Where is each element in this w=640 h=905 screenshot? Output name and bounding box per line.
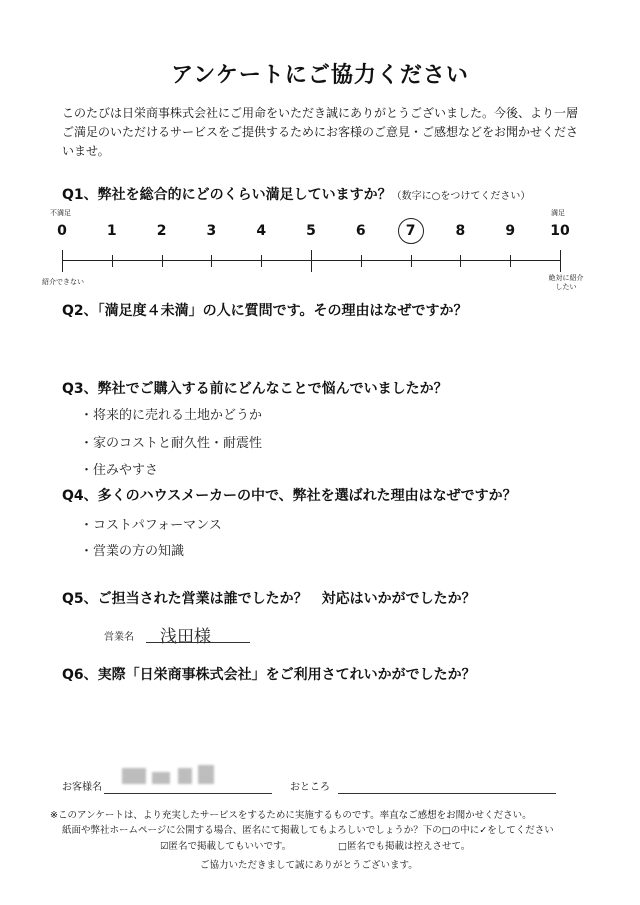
scale-number: 7 <box>405 223 416 239</box>
scale-tick <box>112 255 113 267</box>
redacted-name-block <box>152 772 170 784</box>
scale-right-top-label: 満足 <box>551 209 565 217</box>
question-6-label: Q6、実際「日栄商事株式会社」をご利用さてれいかがでしたか？ <box>62 667 476 683</box>
scale-tick <box>311 250 312 272</box>
customer-name-label: お客様名 <box>62 782 102 793</box>
scale-tick <box>211 255 212 267</box>
question-3-label: Q3、弊社でご購入する前にどんなことで悩んでいましたか？ <box>62 381 448 397</box>
scale-number: 1 <box>106 223 117 239</box>
page-title: アンケートにご協力ください <box>171 63 469 88</box>
customer-name-underline <box>104 793 272 794</box>
scale-right-bottom-label: 絶対に紹介したい <box>548 274 584 291</box>
scale-left-bottom-label: 紹介できない <box>42 278 84 286</box>
scale-left-top-label: 不満足 <box>50 209 71 217</box>
sales-name-underline <box>146 642 250 643</box>
scale-number: 4 <box>256 223 267 239</box>
thanks-message: ご協力いただきまして誠にありがとうございます。 <box>200 860 418 871</box>
question-4-label: Q4、多くのハウスメーカーの中で、弊社を選ばれた理由はなぜですか？ <box>62 488 517 504</box>
scale-number: 9 <box>505 223 516 239</box>
redacted-name-block <box>198 765 214 784</box>
anonymous-option-decline: □匿名でも掲載は控えさせて。 <box>338 841 471 852</box>
redacted-name-block <box>122 768 146 784</box>
scale-number: 2 <box>156 223 167 239</box>
question-1-note: （数字に○をつけてください） <box>391 191 531 202</box>
selected-score-circle <box>398 218 424 244</box>
scale-tick <box>460 255 461 267</box>
scale-number: 10 <box>550 223 570 239</box>
redacted-name-block <box>178 768 192 784</box>
scale-tick <box>261 255 262 267</box>
sales-name-value: 浅田様 <box>160 627 211 647</box>
footer-note: ※このアンケートは、より充実したサービスをするために実施するものです。率直なご感想をお聞かせください。 <box>50 810 532 821</box>
scale-tick <box>162 255 163 267</box>
customer-address-label: おところ <box>290 782 330 793</box>
scale-tick <box>560 250 561 272</box>
question-2-label: Q2、「満足度４未満」の人に質問です。その理由はなぜですか？ <box>62 303 468 319</box>
footer-question: 紙面や弊社ホームページに公開する場合、匿名にて掲載してもよろしいでしょうか？下の□の中に✓をしてください <box>62 825 554 836</box>
sales-name-label: 営業名 <box>104 632 134 643</box>
scale-number: 3 <box>206 223 217 239</box>
question-5-label: Q5、ご担当された営業は誰でしたか？ 対応はいかがでしたか？ <box>62 591 476 607</box>
question-1-label: Q1、弊社を総合的にどのくらい満足していますか？ <box>62 187 392 203</box>
customer-address-underline <box>338 793 556 794</box>
satisfaction-scale <box>0 0 640 300</box>
question-3-answer: ・将来的に売れる土地かどうか <box>80 408 263 423</box>
intro-text: このたびは日栄商事株式会社にご用命をいただき誠にありがとうございました。今後、より一層ご満足のいただけるサービスをご提供するためにお客様のご意見・ご感想などをお聞かせくださいませ。 <box>62 106 579 158</box>
scale-number: 5 <box>306 223 316 239</box>
scale-number: 6 <box>355 223 366 239</box>
anonymous-option-agree: ☑匿名で掲載してもいいです。 <box>160 841 292 852</box>
question-4-answer: ・営業の方の知識 <box>80 544 185 559</box>
question-3-answer: ・家のコストと耐久性・耐震性 <box>80 436 263 451</box>
question-4-answer: ・コストパフォーマンス <box>80 518 222 533</box>
scale-number: 0 <box>57 223 67 239</box>
scale-tick <box>62 250 63 272</box>
scale-tick <box>411 255 412 267</box>
scale-tick <box>510 255 511 267</box>
scale-number: 8 <box>455 223 466 239</box>
scale-tick <box>361 255 362 267</box>
question-3-answer: ・住みやすさ <box>80 463 159 478</box>
